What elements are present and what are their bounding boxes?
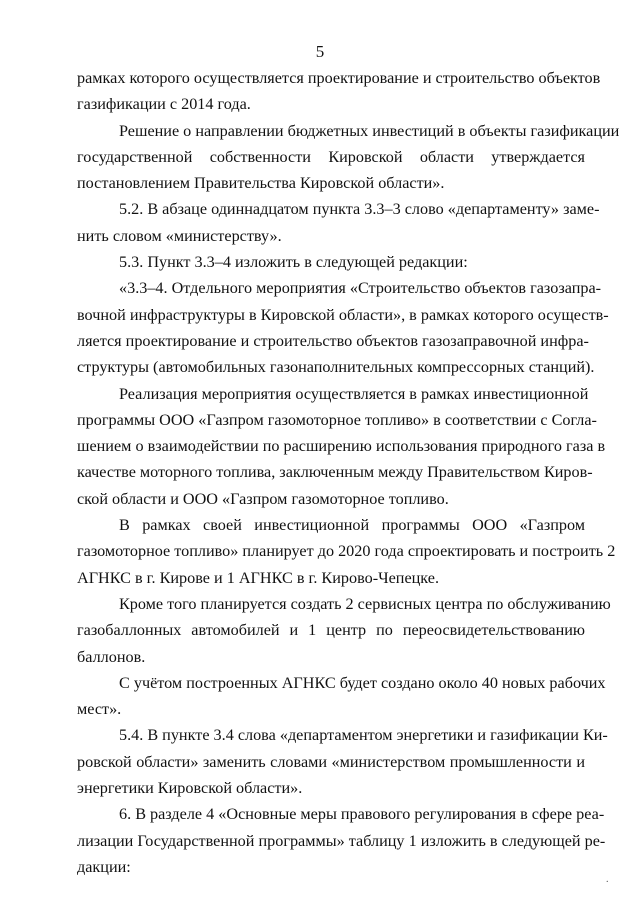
text-line: В рамках своей инвестиционной программы ООО «Газпром — [119, 516, 585, 535]
text-line: АГНКС в г. Кирове и 1 АГНКС в г. Кирово-Чепецке. — [77, 568, 439, 587]
body-text — [77, 65, 620, 880]
text-line: 5.3. Пункт 3.3–4 изложить в следующей редакции: — [119, 253, 468, 272]
text-line: мест». — [77, 700, 122, 719]
text-line: ской области и ООО «Газпром газомоторное топливо. — [77, 489, 449, 508]
text-line: 6. В разделе 4 «Основные меры правового регулирования в сфере реа- — [119, 805, 605, 824]
text-line: газобаллонных автомобилей и 1 центр по переосвидетельствованию — [77, 621, 585, 640]
text-line: «3.3–4. Отдельного мероприятия «Строительство объектов газозапра- — [119, 279, 602, 298]
text-line: газификации с 2014 года. — [77, 95, 251, 114]
text-line: шением о взаимодействии по расширению использования природного газа в — [77, 437, 606, 456]
text-line: качестве моторного топлива, заключенным между Правительством Киров- — [77, 463, 593, 482]
text-line: дакции: — [77, 857, 131, 876]
text-line: программы ООО «Газпром газомоторное топливо» в соответствии с Согла- — [77, 410, 597, 429]
text-line: лизации Государственной программы» таблицу 1 изложить в следующей ре- — [77, 831, 606, 850]
text-line: 5.2. В абзаце одиннадцатом пункта 3.3–3 слово «департаменту» заме- — [119, 200, 600, 219]
text-line: Решение о направлении бюджетных инвестиций в объекты газификации — [119, 121, 620, 140]
text-line: структуры (автомобильных газонаполнительных компрессорных станций). — [77, 358, 595, 377]
text-line: рамках которого осуществляется проектирование и строительство объектов — [77, 69, 601, 87]
page-number: 5 — [315, 42, 325, 61]
text-line: Реализация мероприятия осуществляется в рамках инвестиционной — [119, 384, 589, 403]
text-line: энергетики Кировской области». — [77, 779, 303, 798]
text-line: баллонов. — [77, 647, 146, 666]
text-line: Кроме того планируется создать 2 сервисных центра по обслуживанию — [119, 594, 611, 613]
text-line: 5.4. В пункте 3.4 слова «департаментом энергетики и газификации Ки- — [119, 726, 608, 745]
text-line: государственной собственности Кировской области утверждается — [77, 147, 585, 166]
text-line: вочной инфраструктуры в Кировской области», в рамках которого осуществ- — [77, 305, 609, 324]
corner-mark: . — [606, 874, 609, 885]
text-line: газомоторное топливо» планирует до 2020 года спроектировать и построить 2 — [77, 542, 616, 561]
text-line: нить словом «министерству». — [77, 226, 282, 245]
text-line: С учётом построенных АГНКС будет создано около 40 новых рабочих — [119, 673, 606, 692]
text-line: ровской области» заменить словами «министерством промышленности и — [77, 752, 585, 771]
text-line: постановлением Правительства Кировской области». — [77, 174, 445, 193]
text-line: ляется проектирование и строительство объектов газозаправочной инфра- — [77, 331, 589, 350]
